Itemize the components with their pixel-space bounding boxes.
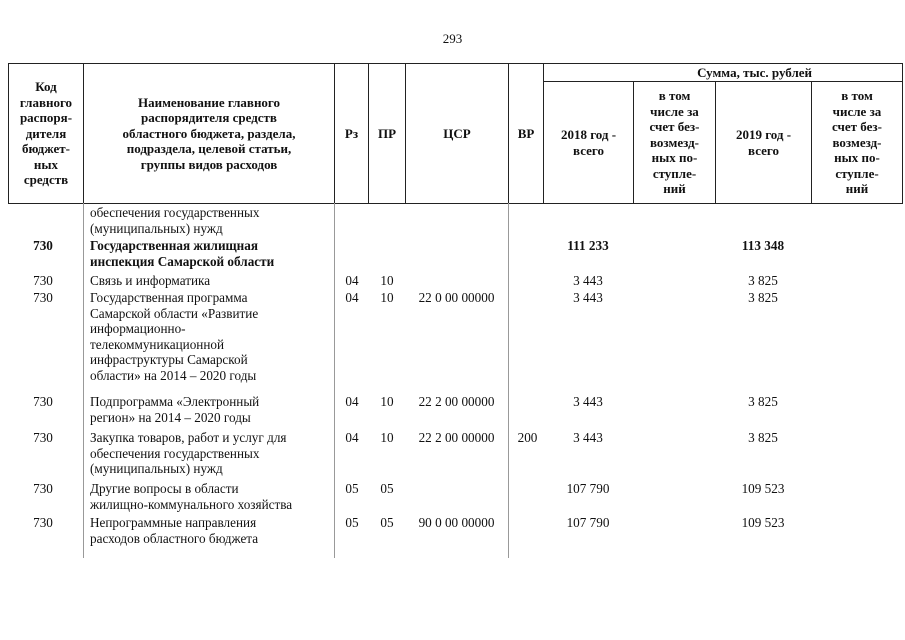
cell-code: 730	[33, 238, 53, 253]
header-2019-free: в том числе за счет без- возмезд- ных по- ступле- ний	[811, 81, 903, 204]
cell-rz: 04	[345, 273, 359, 288]
header-vr: ВР	[508, 63, 544, 204]
cell-sum-2019: 3 825	[748, 273, 778, 288]
cell-code: 730	[33, 515, 53, 530]
cell-sum-2018: 3 443	[573, 430, 603, 445]
cell-csr: 22 2 00 00000	[418, 394, 495, 409]
cell-sum-2018: 107 790	[566, 481, 610, 496]
cell-sum-2019: 3 825	[748, 394, 778, 409]
cell-pr: 10	[380, 394, 394, 409]
cell-name: Другие вопросы в области жилищно-коммунального хозяйства	[90, 481, 293, 512]
cell-sum-2018: 107 790	[566, 515, 610, 530]
cell-name: Закупка товаров, работ и услуг для обеспечения государственных (муниципальных) нужд	[90, 430, 287, 477]
cell-csr: 22 0 00 00000	[418, 290, 495, 305]
cell-rz: 05	[345, 515, 359, 530]
header-2018-free: в том числе за счет без- возмезд- ных по- ступле- ний	[633, 81, 716, 204]
cell-rz: 04	[345, 430, 359, 445]
header-2019-total: 2019 год - всего	[715, 81, 812, 204]
cell-rz: 05	[345, 481, 359, 496]
cell-csr: 90 0 00 00000	[418, 515, 495, 530]
cell-name: Государственная жилищная инспекция Самарской области	[90, 238, 275, 269]
cell-name: обеспечения государственных (муниципальных) нужд	[90, 205, 260, 236]
cell-rz: 04	[345, 290, 359, 305]
cell-code: 730	[33, 273, 53, 288]
cell-name: Непрограммные направления расходов областного бюджета	[90, 515, 259, 546]
header-code: Код главного распоря- дителя бюджет- ных средств	[8, 63, 84, 204]
cell-sum-2019: 3 825	[748, 290, 778, 305]
column-separator	[508, 203, 509, 558]
cell-name: Подпрограмма «Электронный регион» на 2014 – 2020 годы	[90, 394, 260, 425]
header-csr: ЦСР	[405, 63, 509, 204]
cell-sum-2019: 3 825	[748, 430, 778, 445]
cell-sum-2018: 3 443	[573, 290, 603, 305]
cell-sum-2018: 3 443	[573, 273, 603, 288]
cell-name: Связь и информатика	[90, 273, 211, 288]
header-sum-group: Сумма, тыс. рублей	[543, 63, 903, 82]
cell-name: Государственная программа Самарской области «Развитие информационно- телекоммуникационной инфраструктуры Самарской области» на 2014 – 2020 годы	[90, 290, 259, 383]
cell-sum-2019: 109 523	[741, 515, 785, 530]
page-number: 293	[442, 31, 463, 46]
cell-sum-2019: 113 348	[741, 238, 785, 253]
cell-sum-2018: 3 443	[573, 394, 603, 409]
cell-pr: 10	[380, 273, 394, 288]
cell-code: 730	[33, 394, 53, 409]
cell-pr: 05	[380, 515, 394, 530]
cell-rz: 04	[345, 394, 359, 409]
header-pr: ПР	[368, 63, 406, 204]
cell-code: 730	[33, 290, 53, 305]
header-2018-total: 2018 год - всего	[543, 81, 634, 204]
cell-csr: 22 2 00 00000	[418, 430, 495, 445]
cell-pr: 10	[380, 430, 394, 445]
cell-code: 730	[33, 481, 53, 496]
cell-pr: 05	[380, 481, 394, 496]
cell-pr: 10	[380, 290, 394, 305]
cell-sum-2018: 111 233	[567, 238, 609, 253]
cell-vr: 200	[517, 430, 538, 445]
column-separator	[83, 203, 84, 558]
header-rz: Рз	[334, 63, 369, 204]
cell-code: 730	[33, 430, 53, 445]
cell-sum-2019: 109 523	[741, 481, 785, 496]
header-name: Наименование главного распорядителя средств областного бюджета, раздела, подраздела, целевой статьи, группы видов расходов	[83, 63, 335, 204]
